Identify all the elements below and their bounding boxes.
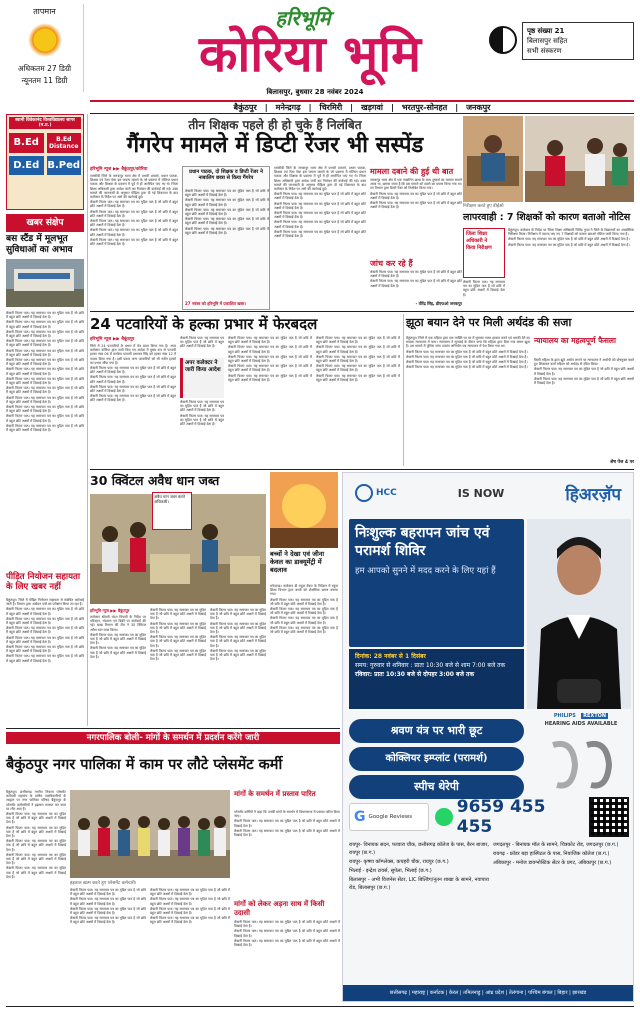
protest-side-headline-1: मांगों के समर्थन में प्रस्ताव पारित [234,790,316,798]
edition-6[interactable]: जनकपुर [466,103,491,112]
lead-side-headline: मामला दबाने की हुई थी बात [370,167,454,176]
protest-photo [70,790,230,878]
patwari-body-col2: लेखनी फिलर पाठ। यह समाचार पत्र का मुद्रित पाठ है जो छवि में बहुत छोटे अक्षरों में दिखाई देता है। [180,336,224,349]
hearing-brands [533,713,629,727]
bus-stand-body: लेखनी फिलर पाठ। यह समाचार पत्र का मुद्रित पाठ है जो छवि में बहुत छोटे अक्षरों में दिखाई देता है। लेखनी फिलर पाठ। यह समाचार पत्र का मुद्रित पाठ है जो छवि में बहुत छोटे अक्षरों में दिखाई देता है। लेखनी फिलर पाठ। यह समाचार पत्र का मुद्रित पाठ है जो छवि में बहुत छोटे अक्षरों में दिखाई देता है। लेखनी फिलर पाठ। यह समाचार पत्र का मुद्रित पाठ है जो छवि में बहुत छोटे अक्षरों में दिखाई देता है। लेखनी फिलर पाठ। यह समाचार पत्र का मुद्रित पाठ है जो छवि में बहुत छोटे अक्षरों में दिखाई देता है। लेखनी फिलर पाठ। यह समाचार पत्र का मुद्रित पाठ है जो छवि में बहुत छोटे अक्षरों में दिखाई देता है। लेखनी फिलर पाठ। यह समाचार पत्र का मुद्रित पाठ है जो छवि में बहुत छोटे अक्षरों में दिखाई देता है। लेखनी फिलर पाठ। यह समाचार पत्र का मुद्रित पाठ है जो छवि में बहुत छोटे अक्षरों में दिखाई देता है। लेखनी फिलर पाठ। यह समाचार पत्र का मुद्रित पाठ है जो छवि में बहुत छोटे अक्षरों में दिखाई देता है। लेखनी फिलर पाठ। यह समाचार पत्र का मुद्रित पाठ है जो छवि में बहुत छोटे अक्षरों में दिखाई देता है। लेखनी फिलर पाठ। यह समाचार पत्र का मुद्रित पाठ है जो छवि में बहुत छोटे अक्षरों में दिखाई देता है। लेखनी फिलर पाठ। यह समाचार पत्र का मुद्रित पाठ है जो छवि में बहुत छोटे अक्षरों में दिखाई देता है। लेखनी फिलर पाठ। यह समाचार पत्र का मुद्रित पाठ है जो छवि में बहुत छोटे अक्षरों में दिखाई देता है। [6,311,84,433]
hearing-ad [342,472,634,1002]
lead-side-quote: - वीरेंद्र सिंह, डीएफओ जनकपुर [415,301,462,306]
philips-logo: PHILIPS [553,713,576,719]
protest-body-col1: बैकुंठपुर। छत्तीसगढ़ नगरीय निकाय प्लेसमेंट कर्मचारी महासंघ के प्रांतीय पदाधिकारियों के आह्वान पर नगर पालिका परिषद बैकुंठपुर के प्लेसमेंट कर्मचारियों ने हड़ताल समाप्त कर काम पर लौट आए हैं। लेखनी फिलर पाठ। यह समाचार पत्र का मुद्रित पाठ है जो छवि में बहुत छोटे अक्षरों में दिखाई देता है। लेखनी फिलर पाठ। यह समाचार पत्र का मुद्रित पाठ है जो छवि में बहुत छोटे अक्षरों में दिखाई देता है। लेखनी फिलर पाठ। यह समाचार पत्र का मुद्रित पाठ है जो छवि में बहुत छोटे अक्षरों में दिखाई देता है। लेखनी फिलर पाठ। यह समाचार पत्र का मुद्रित पाठ है जो छवि में बहुत छोटे अक्षरों में दिखाई देता है। लेखनी फिलर पाठ। यह समाचार पत्र का मुद्रित पाठ है जो छवि में बहुत छोटे अक्षरों में दिखाई देता है। [6,790,66,879]
patwari-byline: हरिभूमि न्यूज ▶▶ बैकुंठपुर [90,337,135,342]
affidavit-headline: झूठा बयान देने पर मिली अर्थदंड की सजा [406,316,572,329]
ad-address-right [493,841,629,971]
placement-brief-body: बैकुंठपुर। जिले में पीड़ित नियोजन सहायता से संबंधित कार्रवाई जारी है। विभाग द्वारा आवेदन पत्रों का परीक्षण किया जा रहा है। लेखनी फिलर पाठ। यह समाचार पत्र का मुद्रित पाठ है जो छवि में बहुत छोटे अक्षरों में दिखाई देता है। लेखनी फिलर पाठ। यह समाचार पत्र का मुद्रित पाठ है जो छवि में बहुत छोटे अक्षरों में दिखाई देता है। लेखनी फिलर पाठ। यह समाचार पत्र का मुद्रित पाठ है जो छवि में बहुत छोटे अक्षरों में दिखाई देता है। लेखनी फिलर पाठ। यह समाचार पत्र का मुद्रित पाठ है जो छवि में बहुत छोटे अक्षरों में दिखाई देता है। लेखनी फिलर पाठ। यह समाचार पत्र का मुद्रित पाठ है जो छवि में बहुत छोटे अक्षरों में दिखाई देता है। लेखनी फिलर पाठ। यह समाचार पत्र का मुद्रित पाठ है जो छवि में बहुत छोटे अक्षरों में दिखाई देता है। [6,598,84,663]
edition-1[interactable]: बैकुंठपुर [233,103,257,112]
protest-caption: हड़ताल खत्म करते हुए प्लेसमेंट कर्मचारी। [70,881,137,886]
page-count: पृष्ठ संख्या 21 [527,27,565,35]
hearing-ad-top [343,473,633,513]
clipping-box [182,166,270,310]
children-body: मनेन्द्रगढ़। कलेक्टर डी राहुल वेंकट के निर्देशन में स्कूल शिक्षा विभाग द्वारा बच्चों को शैक्षणिक भ्रमण कराया गया। लेखनी फिलर पाठ। यह समाचार पत्र का मुद्रित पाठ है जो छवि में बहुत छोटे अक्षरों में दिखाई देता है। लेखनी फिलर पाठ। यह समाचार पत्र का मुद्रित पाठ है जो छवि में बहुत छोटे अक्षरों में दिखाई देता है। लेखनी फिलर पाठ। यह समाचार पत्र का मुद्रित पाठ है जो छवि में बहुत छोटे अक्षरों में दिखाई देता है। लेखनी फिलर पाठ। यह समाचार पत्र का मुद्रित पाठ है जो छवि में बहुत छोटे अक्षरों में दिखाई देता है। [270,584,338,635]
lead-kicker: तीन शिक्षक पहले ही हो चुके हैं निलंबित [188,118,362,132]
notice-photo-1 [463,116,523,202]
protest-kicker: नगरपालिक बोली- मांगों के समर्थन में प्रदर्शन करेंगे जारी [6,732,340,744]
hcc-logo-icon [355,484,373,502]
hearing-time1: समय: गुरुवार से शनिवार : प्रातः 10:30 बजे से शाम 7:00 बजे तक [355,662,506,669]
qr-code[interactable] [589,797,629,837]
paddy-body-col1: कलेक्टर श्रीमती चंदन त्रिपाठी के निर्देश पर परिवहन, भंडारण एवं बिक्री पर कार्रवाई की गई। खाद्य विभाग की टीम ने 30 क्विंटल अवैध धान जब्त किया। लेखनी फिलर पाठ। यह समाचार पत्र का मुद्रित पाठ है जो छवि में बहुत छोटे अक्षरों में दिखाई देता है। लेखनी फिलर पाठ। यह समाचार पत्र का मुद्रित पाठ है जो छवि में बहुत छोटे अक्षरों में दिखाई देता है। [90,615,146,659]
page-count-box [522,22,634,60]
patwari-callout: अपर कलेक्टर ने जारी किया आदेश [180,358,224,398]
lead-headline: गैंगरेप मामले में डिप्टी रेंजर भी सस्पेंड [126,133,424,158]
hearing-headline: निःशुल्क बहरापन जांच एवं परामर्श शिविर [355,525,490,559]
edition-4[interactable]: खड़गवां [361,103,383,112]
affidavit-more-link[interactable]: शेष पेज 4 पर [610,460,634,465]
hearing-dates-box [349,649,524,709]
page-bottom-rule [6,1006,634,1007]
hcc-logo-text: HCC [376,488,397,498]
children-photo [270,472,338,548]
whatsapp-icon [435,808,453,826]
hearing-headline-box [349,519,524,647]
notice-photo-2 [525,116,634,202]
addr-5: जगदलपुर - बिनायक मॉल के सामने, चित्रकोट रोड, जगदलपुर (छ.ग.) [493,842,619,848]
clipping-body: लेखनी फिलर पाठ। यह समाचार पत्र का मुद्रित पाठ है जो छवि में बहुत छोटे अक्षरों में दिखाई देता है। लेखनी फिलर पाठ। यह समाचार पत्र का मुद्रित पाठ है जो छवि में बहुत छोटे अक्षरों में दिखाई देता है। लेखनी फिलर पाठ। यह समाचार पत्र का मुद्रित पाठ है जो छवि में बहुत छोटे अक्षरों में दिखाई देता है। लेखनी फिलर पाठ। यह समाचार पत्र का मुद्रित पाठ है जो छवि में बहुत छोटे अक्षरों में दिखाई देता है। लेखनी फिलर पाठ। यह समाचार पत्र का मुद्रित पाठ है जो छवि में बहुत छोटे अक्षरों में दिखाई देता है। [185,189,269,235]
temperature-label: तापमान [33,7,56,16]
patwari-headline: 24 पटवारियों के हल्का प्रभार में फेरबदल [90,315,318,333]
notice-headline: लापरवाही : 7 शिक्षकों को कारण बताओ नोटिस [463,212,631,223]
hearzap-brand: हिअरज़ॅप [565,484,621,505]
bed-ad-title: स्वामी विवेकानंद विश्वविद्यालय सागर (म.प्र.) [9,117,81,129]
paddy-callout: अवैध धान जब्त करते अधिकारी। [152,492,192,530]
hearing-phone[interactable]: 9659 455 455 [456,797,546,837]
google-badge [349,803,429,831]
affidavit-body: बैकुंठपुर। जिले में एक महिला द्वारा एक व्यक्ति पर पर में घुसकर गलत हरकत करने एवं धमकी देने का मामला न्यायालय में चला। न्यायालय ने सुनवाई के दौरान पाया कि महिला द्वारा दिया गया बयान झूठा है। इस मामले में पुलिस जांच उपरांत अभियोग पत्र न्यायालय में पेश किया गया था। लेखनी फिलर पाठ। यह समाचार पत्र का मुद्रित पाठ है जो छवि में बहुत छोटे अक्षरों में दिखाई देता है। लेखनी फिलर पाठ। यह समाचार पत्र का मुद्रित पाठ है जो छवि में बहुत छोटे अक्षरों में दिखाई देता है। लेखनी फिलर पाठ। यह समाचार पत्र का मुद्रित पाठ है जो छवि में बहुत छोटे अक्षरों में दिखाई देता है। लेखनी फिलर पाठ। यह समाचार पत्र का मुद्रित पाठ है जो छवि में बहुत छोटे अक्षरों में दिखाई देता है। [406,336,530,370]
protest-headline: बैकुंठपुर नगर पालिका में काम पर लौटे प्लेसमेंट कर्मी [6,757,283,773]
phone-box [435,797,585,837]
bed-ad-item-3: D.Ed [9,156,44,175]
bed-ad-item-4: B.Ped [47,156,82,175]
affidavit-side-body: किसी महिला के द्वारा झूठे आरोप लगाने पर न्यायालय ने आरोपी को दोषमुक्त करते हुए शिकायत कर्ता महिला को अर्थदंड से दंडित किया। लेखनी फिलर पाठ। यह समाचार पत्र का मुद्रित पाठ है जो छवि में बहुत छोटे अक्षरों में दिखाई देता है। लेखनी फिलर पाठ। यह समाचार पत्र का मुद्रित पाठ है जो छवि में बहुत छोटे अक्षरों में दिखाई देता है। [534,358,634,386]
ad-address-left [349,841,489,971]
brand-title: कोरिया भूमि [198,24,422,83]
states-strip: छत्तीसगढ़ | महाराष्ट्र | कर्नाटक | केरल | तमिलनाडु | आंध्र प्रदेश | तेलंगाना | पश्चिम बंगाल | बिहार | झारखंड [343,985,633,1001]
rexton-logo: REXTON [583,713,607,719]
affidavit-side-headline: न्यायालय का महत्वपूर्ण फैसला [534,336,616,345]
max-temp: अधिकतम 27 डिग्री [17,64,72,73]
column-rule-2 [403,314,404,466]
brand-small: हरिभूमि [275,6,331,30]
bed-ad-item-1: B.Ed [9,133,44,153]
addr-4: बिलासपुर - अभी विजनेस सेंटर, LIC बिल्डिंग/नूतन शाखा के सामने, नवापारा रोड, बिलासपुर (छ.ग.) [349,877,489,891]
is-now-label: IS NOW [457,486,505,500]
hearing-subline: हम आपको सुनने में मदद करने के लिए यहां हैं [355,566,496,576]
notice-caption: निरीक्षण करते हुए डीईओ [463,204,504,209]
lead-body-col3: एमसीबी जिले के जनकपुर थाना क्षेत्र में प्रभारी प्राचार्य, प्रधान पाठक, शिक्षक एवं रेंजर ऐसा इस जघन्य मामले के जो प्रकरण में संलिप्त प्रधान पाठक और शिक्षक के प्रकरण में पूर्व में ही आरोपित पाए गए थे। जिला शिक्षा अधिकारी द्वारा आदेश जारी कर निलंबन की कार्रवाई की गई। उक्त मामले की जानकारी के अनुसार पीड़िता द्वारा दी गई शिकायत के बाद कलेक्टर के निर्देश पर आगे की कार्रवाई हुई। लेखनी फिलर पाठ। यह समाचार पत्र का मुद्रित पाठ है जो छवि में बहुत छोटे अक्षरों में दिखाई देता है। लेखनी फिलर पाठ। यह समाचार पत्र का मुद्रित पाठ है जो छवि में बहुत छोटे अक्षरों में दिखाई देता है। लेखनी फिलर पाठ। यह समाचार पत्र का मुद्रित पाठ है जो छवि में बहुत छोटे अक्षरों में दिखाई देता है। लेखनी फिलर पाठ। यह समाचार पत्र का मुद्रित पाठ है जो छवि में बहुत छोटे अक्षरों में दिखाई देता है। लेखनी फिलर पाठ। यह समाचार पत्र का मुद्रित पाठ है जो छवि में बहुत छोटे अक्षरों में दिखाई देता है। [274,166,366,239]
min-temp: न्यूनतम 11 डिग्री [21,76,68,85]
dateline: बिलासपुर, बुधवार 28 नवंबर 2024 [266,88,364,96]
lead-side-body-2: लेखनी फिलर पाठ। यह समाचार पत्र का मुद्रित पाठ है जो छवि में बहुत छोटे अक्षरों में दिखाई देता है। लेखनी फिलर पाठ। यह समाचार पत्र का मुद्रित पाठ है जो छवि में बहुत छोटे अक्षरों में दिखाई देता है। [370,270,462,288]
edition-bar: बैकुंठपुर | मनेन्द्रगढ़ | चिरमिरी | खड़गवां | भरतपुर-सोनहत | जनकपुर [90,100,634,114]
patwari-body-col4: लेखनी फिलर पाठ। यह समाचार पत्र का मुद्रित पाठ है जो छवि में बहुत छोटे अक्षरों में दिखाई देता है। लेखनी फिलर पाठ। यह समाचार पत्र का मुद्रित पाठ है जो छवि में बहुत छोटे अक्षरों में दिखाई देता है। लेखनी फिलर पाठ। यह समाचार पत्र का मुद्रित पाठ है जो छवि में बहुत छोटे अक्षरों में दिखाई देता है। लेखनी फिलर पाठ। यह समाचार पत्र का मुद्रित पाठ है जो छवि में बहुत छोटे अक्षरों में दिखाई देता है। लेखनी फिलर पाठ। यह समाचार पत्र का मुद्रित पाठ है जो छवि में बहुत छोटे अक्षरों में दिखाई देता है। [316,336,400,382]
addr-6: रायगढ़ - फ्रॉडर बड़ा हास्पिटल के पास, नियाजिक कॉलेज (छ.ग.) [493,851,610,857]
sun-icon [25,20,65,60]
offer-1: श्रवण यंत्र पर भारी छूट [349,719,524,743]
clipping-caption: 27 नवंबर को हरिभूमि में प्रकाशित खबर। [185,301,246,306]
hearing-aids-label: HEARING AIDS AVAILABLE [544,721,618,727]
patwari-body-col1: जिले में 24 पटवारियों के प्रभार में फेर बदल किया गया है। अपर कलेक्टर कोरिया द्वारा जारी किए गए आदेश में मुख्य रूप से पटवारी हल्का नंबर 06 में कार्यरत पटवारी प्रभाकर सिंह को हल्का नंबर 12 में पदस्थ किया गया है। इसी प्रकार अन्य पटवारियों को भी नवीन हल्कों का प्रभार सौंपा गया है। लेखनी फिलर पाठ। यह समाचार पत्र का मुद्रित पाठ है जो छवि में बहुत छोटे अक्षरों में दिखाई देता है। लेखनी फिलर पाठ। यह समाचार पत्र का मुद्रित पाठ है जो छवि में बहुत छोटे अक्षरों में दिखाई देता है। लेखनी फिलर पाठ। यह समाचार पत्र का मुद्रित पाठ है जो छवि में बहुत छोटे अक्षरों में दिखाई देता है। लेखनी फिलर पाठ। यह समाचार पत्र का मुद्रित पाठ है जो छवि में बहुत छोटे अक्षरों में दिखाई देता है। [90,344,176,403]
hcc-logo [355,484,397,502]
addr-3: भिलाई - इन्द्रेश टावर्स, सुपेला, भिलाई (छ.ग.) [349,868,432,874]
bed-ad [6,114,84,210]
children-headline: बच्चों ने देखा एवं जीना केवल का डाक्यूमेंट्री में बदलाव [270,550,325,574]
edition-circle [489,26,517,54]
lead-side-body: जनकपुर थाना क्षेत्र में एक नाबालिग छात्रा के साथ दुष्कर्म का मामला सामने आया था, बताया जाता है कि इस मामले को दबाने का प्रयास किया गया था। वन विभाग द्वारा डिप्टी रेंजर को निलंबित किया गया। लेखनी फिलर पाठ। यह समाचार पत्र का मुद्रित पाठ है जो छवि में बहुत छोटे अक्षरों में दिखाई देता है। लेखनी फिलर पाठ। यह समाचार पत्र का मुद्रित पाठ है जो छवि में बहुत छोटे अक्षरों में दिखाई देता है। [370,178,462,210]
bus-stand-headline: बस स्टैंड में मूलभूत सुविधाओं का अभाव [6,234,73,255]
notice-callout [463,228,505,278]
paddy-headline: 30 क्विंटल अवैध धान जब्त [90,473,220,488]
paddy-body-col3: लेखनी फिलर पाठ। यह समाचार पत्र का मुद्रित पाठ है जो छवि में बहुत छोटे अक्षरों में दिखाई देता है। लेखनी फिलर पाठ। यह समाचार पत्र का मुद्रित पाठ है जो छवि में बहुत छोटे अक्षरों में दिखाई देता है। लेखनी फिलर पाठ। यह समाचार पत्र का मुद्रित पाठ है जो छवि में बहुत छोटे अक्षरों में दिखाई देता है। लेखनी फिलर पाठ। यह समाचार पत्र का मुद्रित पाठ है जो छवि में बहुत छोटे अक्षरों में दिखाई देता है। [210,608,266,662]
edition-3[interactable]: चिरमिरी [319,103,343,112]
section-rule-1 [90,311,634,312]
bus-stand-photo [6,259,84,307]
brief-box: खबर संक्षेप [6,214,84,232]
page-count-sub2: सभी संस्करण [527,47,562,55]
notice-body-2: लेखनी फिलर पाठ। यह समाचार पत्र का मुद्रित पाठ है जो छवि में बहुत छोटे अक्षरों में दिखाई देता है। [463,280,505,297]
paddy-body-col2: लेखनी फिलर पाठ। यह समाचार पत्र का मुद्रित पाठ है जो छवि में बहुत छोटे अक्षरों में दिखाई देता है। लेखनी फिलर पाठ। यह समाचार पत्र का मुद्रित पाठ है जो छवि में बहुत छोटे अक्षरों में दिखाई देता है। लेखनी फिलर पाठ। यह समाचार पत्र का मुद्रित पाठ है जो छवि में बहुत छोटे अक्षरों में दिखाई देता है। लेखनी फिलर पाठ। यह समाचार पत्र का मुद्रित पाठ है जो छवि में बहुत छोटे अक्षरों में दिखाई देता है। [150,608,206,662]
protest-body-col2: लेखनी फिलर पाठ। यह समाचार पत्र का मुद्रित पाठ है जो छवि में बहुत छोटे अक्षरों में दिखाई देता है। लेखनी फिलर पाठ। यह समाचार पत्र का मुद्रित पाठ है जो छवि में बहुत छोटे अक्षरों में दिखाई देता है। लेखनी फिलर पाठ। यह समाचार पत्र का मुद्रित पाठ है जो छवि में बहुत छोटे अक्षरों में दिखाई देता है। लेखनी फिलर पाठ। यह समाचार पत्र का मुद्रित पाठ है जो छवि में बहुत छोटे अक्षरों में दिखाई देता है। [70,888,146,925]
bed-ad-item-2: B.Ed Distance [47,133,82,153]
lead-body-col1: एमसीबी जिले के जनकपुर थाना क्षेत्र में प्रभारी प्राचार्य, प्रधान पाठक, शिक्षक एवं रेंजर ऐसा इस जघन्य मामले के जो प्रकरण में संलिप्त प्रधान पाठक और शिक्षक के प्रकरण में पूर्व में ही आरोपित पाए गए थे। जिला शिक्षा अधिकारी द्वारा आदेश जारी कर निलंबन की कार्रवाई की गई। उक्त मामले की जानकारी के अनुसार पीड़िता द्वारा दी गई शिकायत के बाद कलेक्टर के निर्देश पर आगे की कार्रवाई हुई। लेखनी फिलर पाठ। यह समाचार पत्र का मुद्रित पाठ है जो छवि में बहुत छोटे अक्षरों में दिखाई देता है। लेखनी फिलर पाठ। यह समाचार पत्र का मुद्रित पाठ है जो छवि में बहुत छोटे अक्षरों में दिखाई देता है। लेखनी फिलर पाठ। यह समाचार पत्र का मुद्रित पाठ है जो छवि में बहुत छोटे अक्षरों में दिखाई देता है। लेखनी फिलर पाठ। यह समाचार पत्र का मुद्रित पाठ है जो छवि में बहुत छोटे अक्षरों में दिखाई देता है। लेखनी फिलर पाठ। यह समाचार पत्र का मुद्रित पाठ है जो छवि में बहुत छोटे अक्षरों में दिखाई देता है। [90,174,178,247]
notice-callout-line2: किया निरीक्षण [466,245,492,251]
notice-body: बैकुंठपुर। कलेक्टर के निर्देश पर जिला शिक्षा अधिकारी जितेंद्र गुप्ता ने जिले के विद्यालयों का आकस्मिक निरीक्षण किया। निरीक्षण में नदारद पाए गए 7 शिक्षकों को कारण बताओ नोटिस जारी किया गया है। लेखनी फिलर पाठ। यह समाचार पत्र का मुद्रित पाठ है जो छवि में बहुत छोटे अक्षरों में दिखाई देता है। लेखनी फिलर पाठ। यह समाचार पत्र का मुद्रित पाठ है जो छवि में बहुत छोटे अक्षरों में दिखाई देता है। [508,228,634,247]
lead-side-headline-2: जांच कर रहे हैं [370,259,413,268]
protest-side-body-2: लेखनी फिलर पाठ। यह समाचार पत्र का मुद्रित पाठ है जो छवि में बहुत छोटे अक्षरों में दिखाई देता है। लेखनी फिलर पाठ। यह समाचार पत्र का मुद्रित पाठ है जो छवि में बहुत छोटे अक्षरों में दिखाई देता है। लेखनी फिलर पाठ। यह समाचार पत्र का मुद्रित पाठ है जो छवि में बहुत छोटे अक्षरों में दिखाई देता है। [234,920,340,948]
paddy-byline: हरिभूमि न्यूज ▶▶ बैकुंठपुर [90,608,130,613]
page-count-sub1: बिलासपुर सहित [527,37,568,45]
edition-5[interactable]: भरतपुर-सोनहत [401,103,448,112]
google-reviews-label: Google Reviews [368,814,413,820]
addr-7: अंबिकापुर - मनोज डायग्नोस्टिक सेंटर के प्रगट, अंबिकापुर (छ.ग.) [493,860,612,866]
offer-2: कोक्लियर इम्प्लांट (परामर्श) [349,747,524,771]
lead-byline: हरिभूमि न्यूज ▶▶ बैकुंठपुर/कोरिया [90,167,148,172]
ambassador-photo [527,519,631,709]
hearing-dates: दिनांक: 28 नवंबर से 1 दिसंबर [355,653,426,660]
clipping-headline: प्रधान पाठक, दो शिक्षक व डिप्टी रेंजर ने नाबालिग छात्रा से किया गैंगरेप [189,169,263,181]
edition-2[interactable]: मनेन्द्रगढ़ [275,103,301,112]
placement-brief-headline: पीड़ित नियोजन सहायता के लिए खबर नहीं [6,572,81,592]
offer-3: स्पीच थेरेपी [349,775,524,799]
section-rule-2 [90,469,634,470]
addr-2: रायपुर- कृष्णा कॉम्प्लेक्स, कचहरी चौक, रायपुर (छ.ग.) [349,859,449,865]
patwari-body-col3: लेखनी फिलर पाठ। यह समाचार पत्र का मुद्रित पाठ है जो छवि में बहुत छोटे अक्षरों में दिखाई देता है। लेखनी फिलर पाठ। यह समाचार पत्र का मुद्रित पाठ है जो छवि में बहुत छोटे अक्षरों में दिखाई देता है। लेखनी फिलर पाठ। यह समाचार पत्र का मुद्रित पाठ है जो छवि में बहुत छोटे अक्षरों में दिखाई देता है। लेखनी फिलर पाठ। यह समाचार पत्र का मुद्रित पाठ है जो छवि में बहुत छोटे अक्षरों में दिखाई देता है। लेखनी फिलर पाठ। यह समाचार पत्र का मुद्रित पाठ है जो छवि में बहुत छोटे अक्षरों में दिखाई देता है। [228,336,312,382]
protest-body-col3: लेखनी फिलर पाठ। यह समाचार पत्र का मुद्रित पाठ है जो छवि में बहुत छोटे अक्षरों में दिखाई देता है। लेखनी फिलर पाठ। यह समाचार पत्र का मुद्रित पाठ है जो छवि में बहुत छोटे अक्षरों में दिखाई देता है। लेखनी फिलर पाठ। यह समाचार पत्र का मुद्रित पाठ है जो छवि में बहुत छोटे अक्षरों में दिखाई देता है। लेखनी फिलर पाठ। यह समाचार पत्र का मुद्रित पाठ है जो छवि में बहुत छोटे अक्षरों में दिखाई देता है। [150,888,230,925]
patwari-body-col2b: लेखनी फिलर पाठ। यह समाचार पत्र का मुद्रित पाठ है जो छवि में बहुत छोटे अक्षरों में दिखाई देता है। लेखनी फिलर पाठ। यह समाचार पत्र का मुद्रित पाठ है जो छवि में बहुत छोटे अक्षरों में दिखाई देता है। [180,400,224,427]
protest-side-headline-2: मांगों को लेकर अड़ना साथ में किसी उदासी [234,900,325,917]
hearing-time2: रविवार: प्रातः 10:30 बजे से दोपहर 3:00 बजे तक [355,671,475,678]
section-rule-3 [6,728,340,729]
hearing-aid-device-photo [533,735,629,797]
column-rule [87,114,88,726]
notice-callout-line1: जिला शिक्षा अधिकारी ने [466,231,488,244]
protest-side-body-1: प्लेसमेंट कर्मियों ने कहा कि उनकी मांगों के समर्थन में विधानसभा में प्रस्ताव पारित किया जाए। लेखनी फिलर पाठ। यह समाचार पत्र का मुद्रित पाठ है जो छवि में बहुत छोटे अक्षरों में दिखाई देता है। लेखनी फिलर पाठ। यह समाचार पत्र का मुद्रित पाठ है जो छवि में बहुत छोटे अक्षरों में दिखाई देता है। [234,810,340,838]
temperature-box [6,4,84,92]
addr-1: रायपुर- विनायक सदन, फव्वारा चौक, छत्तीसगढ़ कॉलेज के पास, बैरन बाजार, रायपुर (छ.ग.) [349,842,489,856]
google-g-icon: G [354,809,366,825]
